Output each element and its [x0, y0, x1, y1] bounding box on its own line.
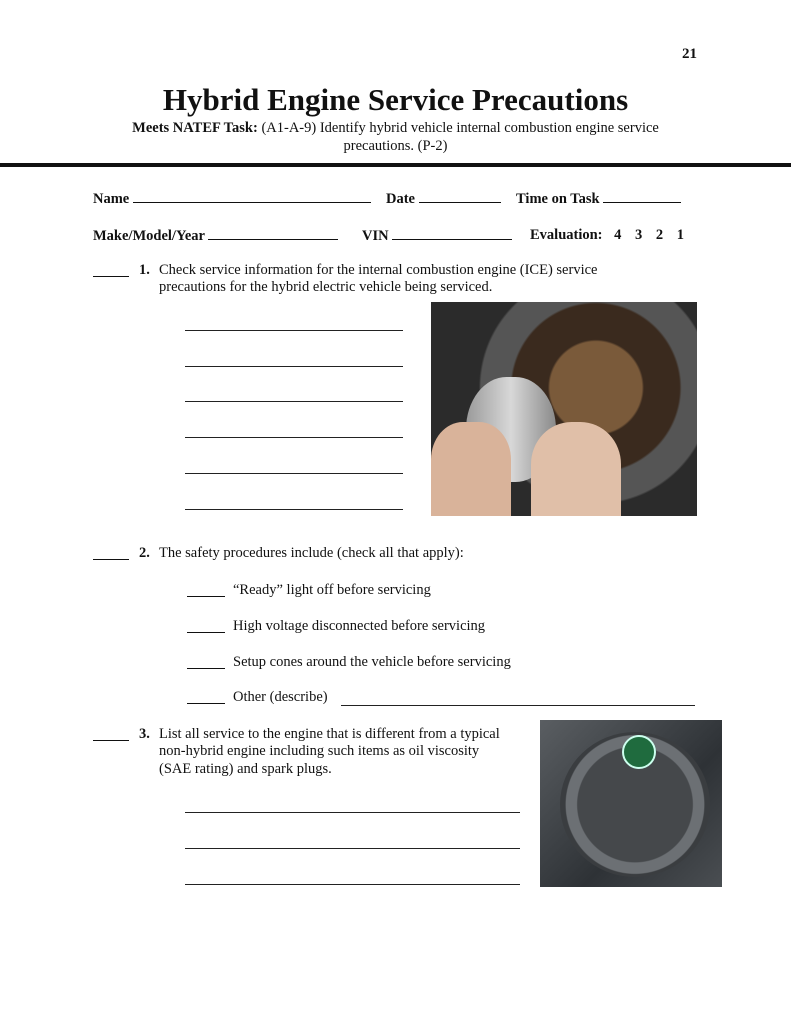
item-3-text-line2: non-hybrid engine including such items as oil viscosity: [159, 743, 480, 759]
item-3-text-line1: List all service to the engine that is different from a typical: [159, 726, 500, 742]
option-ready-light-label: “Ready” light off before servicing: [233, 582, 431, 598]
item-1-text-line1: Check service information for the internal combustion engine (ICE) service: [159, 262, 598, 278]
gasoline-engine-seal: [622, 735, 656, 769]
item-1-answer-line[interactable]: [185, 437, 403, 438]
oil-cap-photo: [540, 720, 722, 887]
item-3-answer-line[interactable]: [185, 848, 520, 849]
natef-label: Meets NATEF Task:: [132, 120, 258, 136]
item-2-number: 2.: [139, 545, 150, 561]
item-2-checkoff[interactable]: [93, 547, 129, 560]
item-3-answer-line[interactable]: [185, 812, 520, 813]
natef-task-line2: precautions. (P-2): [343, 138, 448, 154]
option-cones-label: Setup cones around the vehicle before servicing: [233, 654, 511, 670]
other-describe-field[interactable]: [341, 705, 695, 706]
item-1-number: 1.: [139, 262, 150, 278]
item-1-answer-line[interactable]: [185, 330, 403, 331]
option-high-voltage-checkbox[interactable]: [187, 620, 225, 633]
item-1-answer-line[interactable]: [185, 401, 403, 402]
hand: [531, 422, 621, 516]
time-on-task-label: Time on Task: [516, 191, 600, 207]
item-2-text: The safety procedures include (check all that apply):: [159, 545, 464, 561]
option-high-voltage-label: High voltage disconnected before servicing: [233, 618, 486, 634]
evaluation-score-4[interactable]: 4: [614, 227, 622, 243]
make-model-year-label: Make/Model/Year: [93, 228, 205, 244]
vin-label: VIN: [362, 228, 389, 244]
name-label: Name: [93, 191, 130, 207]
time-on-task-field[interactable]: [603, 190, 681, 203]
page-number: 21: [682, 46, 697, 62]
evaluation-score-3[interactable]: 3: [635, 227, 643, 243]
evaluation-score-1[interactable]: 1: [676, 227, 685, 243]
evaluation-label: Evaluation:: [530, 227, 603, 243]
motor-generator-photo: [431, 302, 697, 516]
item-3-checkoff[interactable]: [93, 728, 129, 741]
item-1-answer-line[interactable]: [185, 509, 403, 510]
option-cones-checkbox[interactable]: [187, 656, 225, 669]
option-ready-light-checkbox[interactable]: [187, 584, 225, 597]
item-3-number: 3.: [139, 726, 150, 742]
evaluation-score-2[interactable]: 2: [655, 227, 664, 243]
name-field[interactable]: [133, 190, 371, 203]
item-3-answer-line[interactable]: [185, 884, 520, 885]
item-1-text-line2: precautions for the hybrid electric vehicle being serviced.: [159, 279, 493, 295]
date-field[interactable]: [419, 190, 501, 203]
option-other-label: Other (describe): [233, 689, 328, 705]
option-other-checkbox[interactable]: [187, 691, 225, 704]
header-divider: [0, 163, 791, 167]
hand: [431, 422, 511, 516]
item-3-text-line3: (SAE rating) and spark plugs.: [159, 761, 332, 777]
item-1-answer-line[interactable]: [185, 366, 403, 367]
make-model-year-field[interactable]: [208, 227, 338, 240]
page-title: Hybrid Engine Service Precautions: [162, 82, 629, 117]
date-label: Date: [386, 191, 415, 207]
item-1-checkoff[interactable]: [93, 264, 129, 277]
item-1-answer-line[interactable]: [185, 473, 403, 474]
natef-task-line1: (A1-A-9) Identify hybrid vehicle internal combustion engine service: [261, 120, 659, 136]
vin-field[interactable]: [392, 227, 512, 240]
